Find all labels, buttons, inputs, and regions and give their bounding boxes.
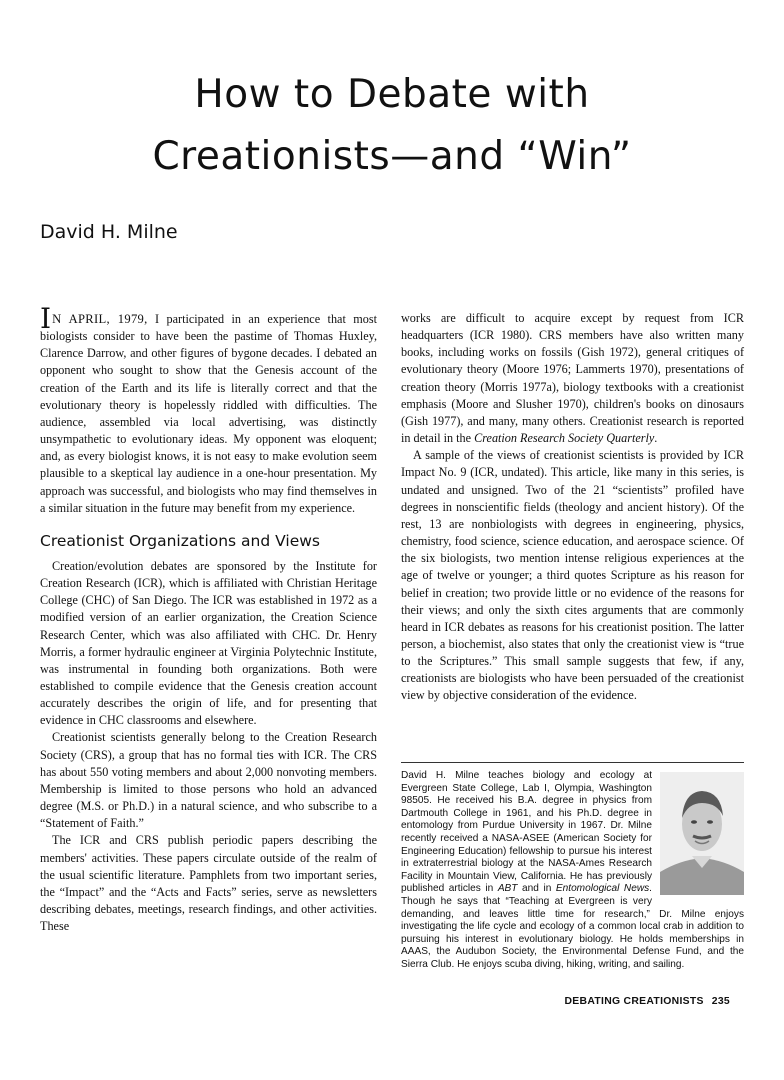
- paragraph: Creation/evolution debates are sponsored by the Institute for Creation Research (ICR), which is affiliated with Christian Heritage College (CHC) of San Diego. The ICR was established in 1972 as a modified version of an earlier organization, the Creation Science Research Center, which was also affiliated with CHC. Dr. Henry Morris, a former hydraulic engineer at Virginia Polytechnic Institute, was instrumental in founding both organizations. Both were established to compile evidence that the Genesis creation account accurately describes the origin of life, and for presenting that evidence in CHC classrooms and elsewhere.: [40, 558, 377, 728]
- drop-cap: I: [40, 302, 52, 335]
- bio-text-part: David H. Milne teaches biology and ecology at Evergreen State College, Lab I, Olympia, Washington 98505. He received his B.A. degree in physics from Dartmouth College in 1961, and his Ph.D. degree in entomology from Purdue University in 1967. Dr. Milne recently received a NASA-ASEE (American Society for Engineering Education) fellowship to pursue his interest in extraterrestrial biology at the NASA-Ames Research Facility in Mountain View, California. He has previously published articles in: [401, 770, 652, 895]
- journal-abt: ABT: [497, 883, 518, 895]
- paragraph: Creationist scientists generally belong to the Creation Research Society (CRS), a group that has no formal ties with ICR. The CRS has about 550 voting members and about 2,000 nonvoting members. Membership is limited to those persons who hold an advanced degree (M.S. or Ph.D.) in a natural science, and who subscribe to a “Statement of Faith.”: [40, 730, 377, 831]
- bio-text-part: and in: [517, 883, 556, 895]
- left-column: [40, 302, 377, 935]
- author-name: David H. Milne: [40, 221, 178, 243]
- journal-title: Creation Research Society Quarterly: [474, 431, 655, 446]
- journal-entomological-news: Entomological News: [555, 883, 650, 895]
- intro-paragraph: [40, 302, 377, 517]
- author-photo: [660, 772, 744, 895]
- bio-divider: [401, 762, 744, 763]
- running-head: DEBATING CREATIONISTS: [564, 996, 704, 1007]
- paragraph: A sample of the views of creationist scientists is provided by ICR Impact No. 9 (ICR, undated). This article, like many in this series, is undated and unsigned. Two of the 21 “scientists” profiled have degrees in nonscientific fields (theology and ancient history). Of the rest, 13 are nonbiologists with degrees in engineering, physics, chemistry, food science, science education, and aerospace science. Of the six biologists, two mention intense religious experiences at the age of twelve or younger; a third quotes Scripture as his reason for belief in creation; two provide little or no evidence of the reasons for their views; and only the sixth cites arguments that are commonly heard in ICR debates as reasons for his creationist position. The latter person, a biochemist, also states that only the creationist view is “true to the Scriptures.” This small sample suggests that few, if any, creationists are biologists who have been persuaded of the creationist view by objective consideration of the evidence.: [401, 448, 744, 703]
- page-footer: [564, 996, 730, 1007]
- paragraph: [401, 310, 744, 447]
- article-title-line-2: Creationists—and “Win”: [152, 134, 632, 179]
- paragraph: The ICR and CRS publish periodic papers describing the members' activities. These papers circulate outside of the realm of the usual scientific literature. Pamphlets from two important series, the “Impact” and the “Acts and Facts” series, serve as newsletters describing debates, meetings, research findings, and other activities. These: [40, 833, 377, 934]
- author-bio: [401, 770, 744, 972]
- portrait-image: [660, 772, 744, 895]
- intro-text: I participated in an experience that most biologists consider to have been the pastime of Thomas Huxley, Clarence Darrow, and other figures of bygone decades. I debated an opponent who sought to show that the Genesis account of the creation of the Earth and its life is literally correct and that the evolutionary theory is hopelessly riddled with difficulties. The audience, assembled via local advertising, was distinctly unsympathetic to evolutionary ideas. My opponent was eloquent; and, as every biologist knows, it is not easy to make evolution seem plausible to a skeptical lay audience in a one-hour presentation. My approach was successful, and biologists who may find themselves in a similar situation in the future may benefit from my experience.: [40, 312, 377, 515]
- bio-text-part: . Though he says that “Teaching at Evergreen is very demanding, and leaves little time for research,” Dr. Milne enjoys investigating the life cycle and ecology of a common local crab in addition to pursuing his interest in evolutionary biology. He holds memberships in AAAS, the Audubon Society, the Environmental Defense Fund, and the Sierra Club. He enjoys scuba diving, hiking, writing, and sailing.: [401, 883, 744, 970]
- page-number: 235: [711, 996, 730, 1007]
- paragraph-text: works are difficult to acquire except by request from ICR headquarters (ICR 1980). CRS members have also written many books, including works on fossils (Gish 1972), general critiques of evolutionary theory (Moore 1976; Lammerts 1970), presentations of creation theory (Morris 1977a), biology textbooks with a creationist emphasis (Moore and Slusher 1970), children's books on dinosaurs (Gish 1977), and many, many others. Creationist research is reported in detail in the: [401, 311, 744, 446]
- right-column: [401, 310, 744, 705]
- section-heading: Creationist Organizations and Views: [40, 531, 321, 550]
- article-title-line-1: How to Debate with: [194, 72, 590, 117]
- intro-smallcaps: N APRIL, 1979,: [52, 312, 148, 326]
- paragraph-text-end: .: [654, 431, 658, 446]
